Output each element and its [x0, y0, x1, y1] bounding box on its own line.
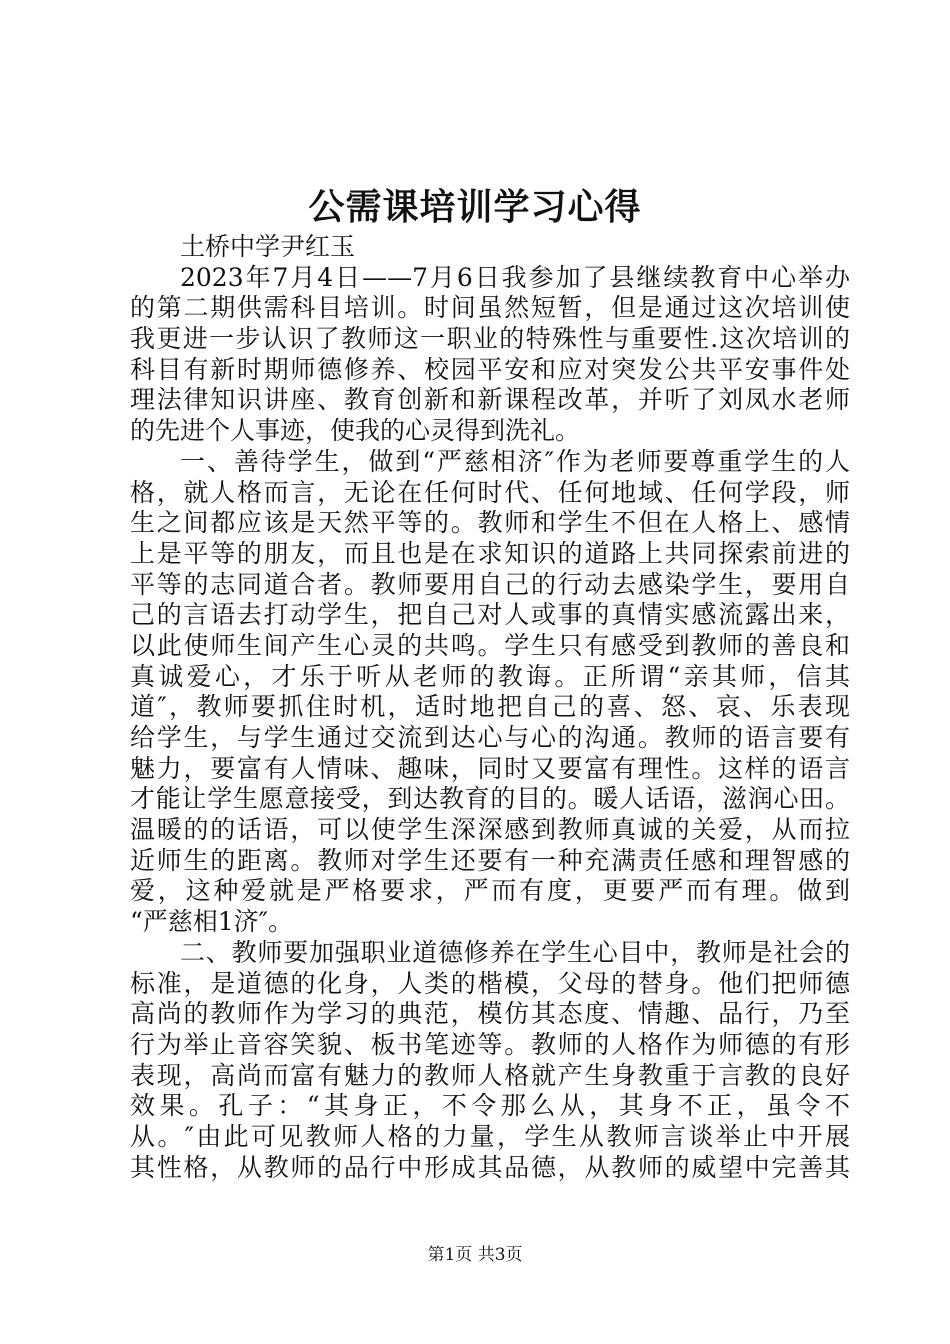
text-line: 爱，这种爱就是严格要求，严而有度，更要严而有理。做到 [130, 876, 850, 906]
text-line: 生之间都应该是天然平等的。教师和学生不但在人格上、感情 [130, 508, 850, 538]
text-line: 我更进一步认识了教师这一职业的特殊性与重要性.这次培训的 [130, 324, 850, 354]
text-line: 表现，高尚而富有魅力的教师人格就产生身教重于言教的良好 [130, 1060, 850, 1090]
text-line: 格，就人格而言，无论在任何时代、任何地域、任何学段，师 [130, 477, 850, 507]
text-line: 的先进个人事迹，使我的心灵得到洗礼。 [130, 416, 581, 446]
text-line: 行为举止音容笑貌、板书笔迹等。教师的人格作为师德的有形 [130, 1029, 850, 1059]
document-body [130, 232, 850, 1183]
text-line: 近师生的距离。教师对学生还要有一种充满责任感和理智感的 [130, 845, 850, 875]
text-line: 二、教师要加强职业道德修养在学生心目中，教师是社会的 [180, 937, 850, 967]
document-title: 公需课培训学习心得 [308, 186, 642, 228]
text-line: “严慈相1济″。 [130, 907, 294, 937]
text-line: 魅力，要富有人情味、趣味，同时又要富有理性。这样的语言 [130, 753, 850, 783]
text-line: 2023年7月4日——7月6日我参加了县继续教育中心举办 [180, 262, 850, 292]
author-line: 土桥中学尹红玉 [180, 232, 356, 261]
text-line: 一、善待学生，做到“严慈相济″作为老师要尊重学生的人 [180, 446, 850, 476]
text-line: 效果。孔子：“其身正，不令那么从，其身不正，虽令不 [130, 1091, 850, 1121]
text-line: 以此使师生间产生心灵的共鸣。学生只有感受到教师的善良和 [130, 630, 850, 660]
text-line: 才能让学生愿意接受，到达教育的目的。暖人话语，滋润心田。 [130, 784, 850, 814]
text-line: 真诚爱心，才乐于听从老师的教诲。正所谓“亲其师，信其 [130, 661, 850, 691]
text-line: 道″，教师要抓住时机，适时地把自己的喜、怒、哀、乐表现 [130, 692, 850, 722]
text-line: 高尚的教师作为学习的典范，模仿其态度、情趣、品行，乃至 [130, 999, 850, 1029]
text-line: 从。″由此可见教师人格的力量，学生从教师言谈举止中开展 [130, 1121, 850, 1151]
text-line: 给学生，与学生通过交流到达心与心的沟通。教师的语言要有 [130, 723, 850, 752]
text-line: 其性格，从教师的品行中形成其品德，从教师的威望中完善其 [130, 1152, 850, 1182]
text-line: 标准，是道德的化身，人类的楷模，父母的替身。他们把师德 [130, 968, 850, 998]
text-line: 平等的志同道合者。教师要用自己的行动去感染学生，要用自 [130, 569, 850, 599]
text-line: 科目有新时期师德修养、校园平安和应对突发公共平安事件处 [130, 354, 850, 384]
page-footer: 第1页 共3页 [427, 1245, 523, 1265]
text-line: 上是平等的朋友，而且也是在求知识的道路上共同探索前进的 [130, 538, 850, 568]
text-line: 理法律知识讲座、教育创新和新课程改革，并听了刘凤水老师 [130, 385, 850, 415]
text-line: 的第二期供需科目培训。时间虽然短暂，但是通过这次培训使 [130, 293, 850, 323]
text-line: 温暖的的话语，可以使学生深深感到教师真诚的关爱，从而拉 [130, 815, 850, 845]
text-line: 己的言语去打动学生，把自己对人或事的真情实感流露出来， [130, 600, 850, 630]
